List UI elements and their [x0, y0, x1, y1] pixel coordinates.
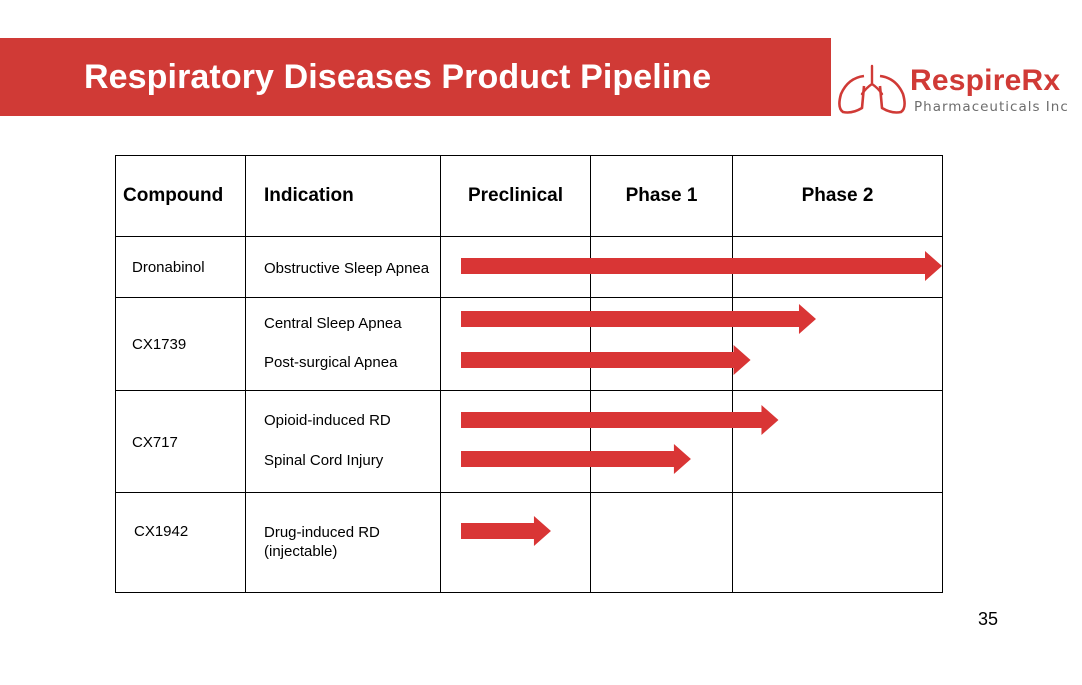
- page-number: 35: [978, 609, 999, 629]
- compound-cell: Dronabinol: [132, 258, 205, 276]
- progress-arrow: [461, 516, 551, 546]
- indication-cell: Opioid-induced RD: [264, 411, 391, 429]
- indication-cell: Central Sleep Apnea: [264, 314, 402, 332]
- progress-arrow: [461, 304, 816, 334]
- indication-cell: Drug-induced RD (injectable): [264, 524, 380, 560]
- progress-arrows: [461, 251, 942, 546]
- compound-cell: CX1739: [132, 335, 187, 353]
- header-phase-1: Phase 1: [625, 185, 698, 206]
- header-phase-2: Phase 2: [801, 185, 874, 206]
- progress-arrow: [461, 251, 942, 281]
- logo-name: RespireRx: [910, 64, 1061, 97]
- progress-arrow: [461, 345, 751, 375]
- progress-arrow: [461, 405, 778, 435]
- header-indication: Indication: [264, 185, 354, 206]
- logo-subtitle: Pharmaceuticals Inc: [914, 99, 1069, 115]
- compound-cell: CX1942: [134, 522, 189, 540]
- header-preclinical: Preclinical: [467, 185, 564, 206]
- header-compound: Compound: [123, 185, 224, 206]
- slide-title: Respiratory Diseases Product Pipeline: [84, 58, 712, 96]
- indication-cell: Obstructive Sleep Apnea: [264, 259, 430, 277]
- indication-cell: Spinal Cord Injury: [264, 451, 384, 469]
- indication-cell: Post-surgical Apnea: [264, 353, 398, 371]
- progress-arrow: [461, 444, 691, 474]
- compound-cell: CX717: [132, 433, 178, 451]
